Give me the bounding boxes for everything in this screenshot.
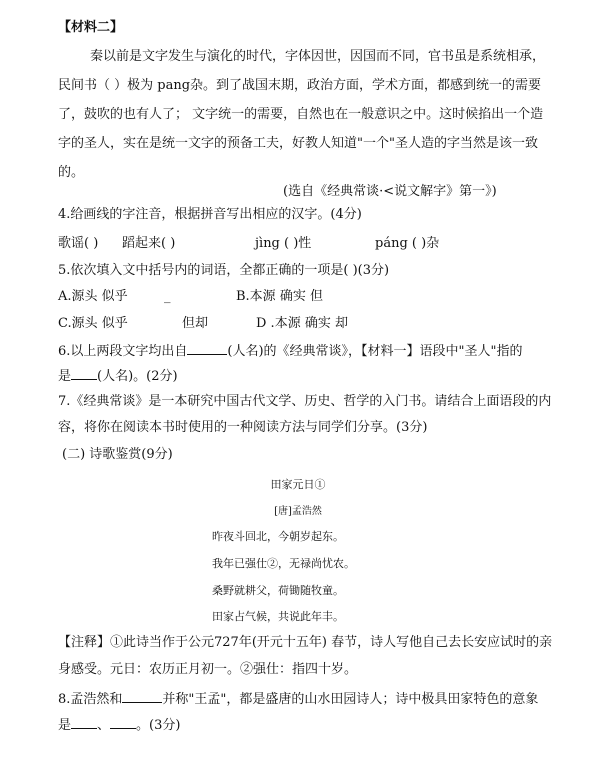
q4-item-2: 蹈起来( ) bbox=[122, 236, 176, 251]
q5-option-a: A.源头 似乎 bbox=[58, 289, 128, 304]
q5-option-d: D .本源 确实 却 bbox=[256, 316, 348, 331]
poem-line-1: 昨夜斗回北，今朝岁起东。 bbox=[212, 530, 344, 543]
q4-item-4: páng ( )杂 bbox=[375, 236, 440, 251]
q6-line2-part-a: 是 bbox=[58, 369, 72, 384]
q8-line1-part-a: 8.孟浩然和 bbox=[58, 692, 123, 707]
material2-line-5: 的。 bbox=[58, 165, 85, 180]
material2-line-4: 字的圣人，实在是统一文字的预备工夫，好教人知道"一个"圣人造的字当然是该一致 bbox=[58, 136, 538, 151]
q8-line1-part-b: 并称"王孟"，都是盛唐的山水田园诗人；诗中极具田家特色的意象 bbox=[162, 692, 539, 707]
q4-item-1: 歌谣( ) bbox=[58, 236, 99, 251]
q7-line-2: 容，将你在阅读本书时使用的一种阅读方法与同学们分享。(3分) bbox=[58, 420, 428, 435]
poem-line-4: 田家占气候，共说此年丰。 bbox=[212, 610, 344, 623]
poem-title: 田家元日① bbox=[270, 478, 326, 491]
q6-line1-part-b: (人名)的《经典常谈》，【材料一】语段中"圣人"指的 bbox=[227, 344, 523, 359]
note-line-1: 【注释】①此诗当作于公元727年(开元十五年) 春节，诗人写他自己去长安应试时的亲 bbox=[58, 635, 553, 650]
q8-imagery-blank-2[interactable] bbox=[110, 716, 136, 729]
q5-option-a-tail: _ bbox=[164, 289, 171, 304]
q7-line-1: 7.《经典常谈》是一本研究中国古代文学、历史、哲学的入门书。请结合上面语段的内 bbox=[58, 394, 552, 409]
material2-line-2: 民间书（ ）极为 pang杂。到了战国末期，政治方面，学术方面，都感到统一的需要 bbox=[58, 78, 542, 93]
q6-line-2 bbox=[58, 367, 178, 386]
q8-imagery-blank-1[interactable] bbox=[71, 716, 97, 729]
q6-saint-blank[interactable] bbox=[71, 367, 97, 380]
q5-text: 5.依次填入文中括号内的词语，全都正确的一项是( )(3分) bbox=[58, 263, 390, 278]
q8-line-2 bbox=[58, 716, 180, 735]
material2-line-1: 秦以前是文字发生与演化的时代，字体因世，因国而不同，官书虽是系统相承， bbox=[90, 49, 546, 64]
material2-heading: 【材料二】 bbox=[58, 20, 124, 35]
material2-source: (选自《经典常谈·<说文解字》第一》) bbox=[283, 184, 497, 199]
q8-line2-part-b: 。(3分) bbox=[136, 718, 181, 733]
note-line-2: 身感受。元日：农历正月初一。②强仕：指四十岁。 bbox=[58, 662, 358, 677]
material2-line-3: 了，鼓吹的也有人了； 文字统一的需要，自然也在一般意识之中。这时候掐出一个造 bbox=[58, 107, 544, 122]
poem-line-3: 桑野就耕父，荷锄随牧童。 bbox=[212, 584, 344, 597]
q5-option-c-tail: 但却 bbox=[182, 316, 209, 331]
section2-heading: (二) 诗歌鉴赏(9分) bbox=[62, 447, 173, 462]
q4-text: 4.给画线的字注音，根据拼音写出相应的汉字。(4分) bbox=[58, 207, 362, 222]
q6-line1-part-a: 6.以上两段文字均出自 bbox=[58, 344, 188, 359]
poem-line-2: 我年已强仕②，无禄尚忧农。 bbox=[212, 557, 355, 570]
q6-author-blank[interactable] bbox=[187, 342, 227, 355]
poem-author: [唐]孟浩然 bbox=[274, 506, 322, 517]
q8-line2-separator: 、 bbox=[97, 718, 111, 733]
q8-line-1 bbox=[58, 690, 538, 709]
q5-option-b: B.本源 确实 但 bbox=[236, 289, 323, 304]
q6-line-1 bbox=[58, 342, 523, 361]
q4-item-3: jìng ( )性 bbox=[255, 236, 312, 251]
q8-poet-blank[interactable] bbox=[122, 690, 162, 703]
q8-line2-part-a: 是 bbox=[58, 718, 72, 733]
q5-option-c: C.源头 似乎 bbox=[58, 316, 128, 331]
q6-line2-part-b: (人名)。(2分) bbox=[97, 369, 178, 384]
